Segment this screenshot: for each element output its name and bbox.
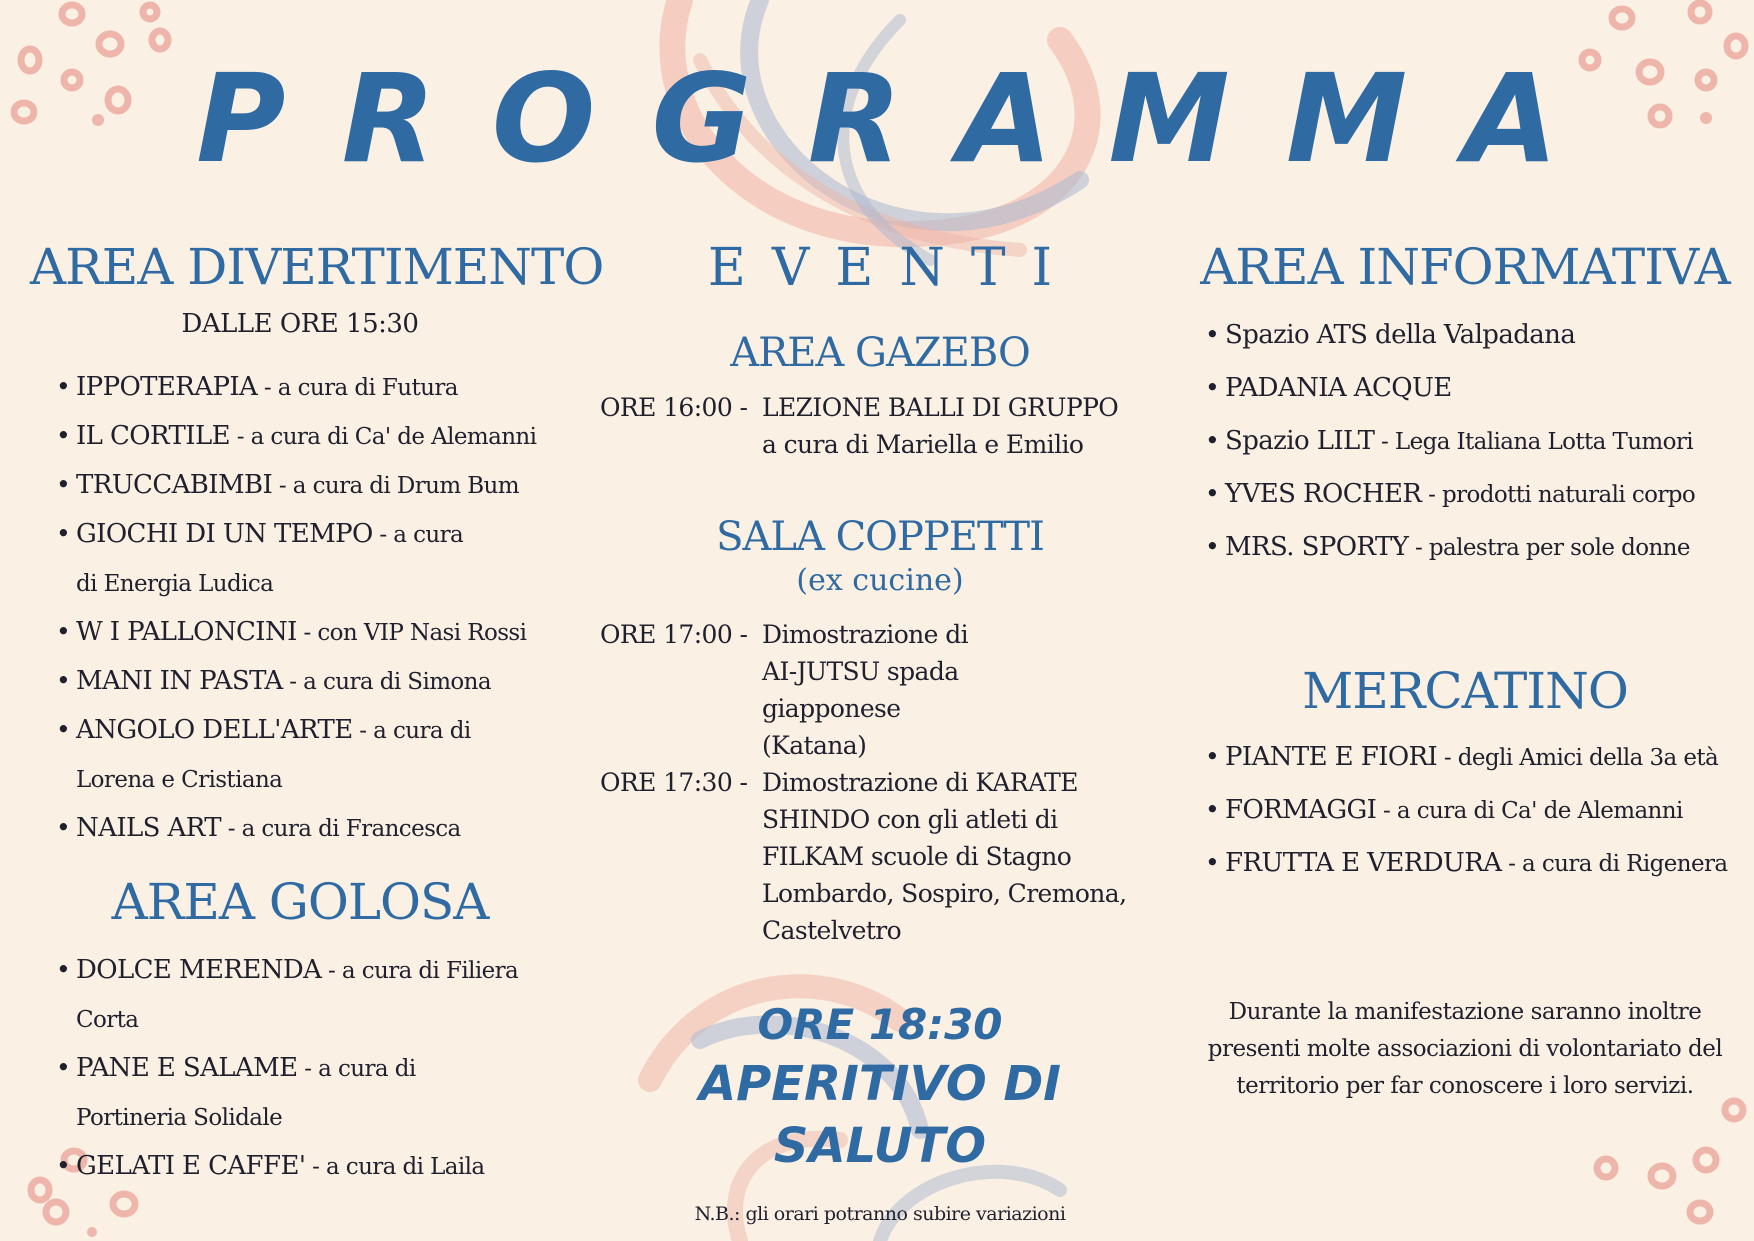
mercatino-heading: MERCATINO [1302, 662, 1628, 720]
list-item: • Spazio LILT - Lega Italiana Lotta Tumori [1179, 415, 1735, 468]
list-item: • PADANIA ACQUE [1179, 362, 1735, 415]
list-item: • GELATI E CAFFE' - a cura di Laila [30, 1142, 570, 1191]
list-item: • DOLCE MERENDA - a cura di Filiera Corta [30, 946, 570, 1044]
event-description: Dimostrazione di KARATE SHINDO con gli atleti di FILKAM scuole di Stagno Lombardo, Sospiro, Cremona, Castelvetro [762, 768, 1127, 946]
area-golosa-list [30, 946, 570, 1191]
list-item: • W I PALLONCINI - con VIP Nasi Rossi [30, 608, 570, 657]
area-gazebo-heading: AREA GAZEBO [730, 330, 1030, 377]
list-item: • IL CORTILE - a cura di Ca' de Alemanni [30, 412, 570, 461]
list-item: • FRUTTA E VERDURA - a cura di Rigenera [1179, 837, 1735, 890]
event-time: ORE 17:30 - [600, 768, 748, 798]
list-item: • TRUCCABIMBI - a cura di Drum Bum [30, 461, 570, 510]
list-item: • IPPOTERAPIA - a cura di Futura [30, 363, 570, 412]
event-row [600, 764, 1160, 949]
event-description: Dimostrazione di AI-JUTSU spada giapponese (Katana) [762, 620, 968, 761]
list-item: • PANE E SALAME - a cura di Portineria Solidale [30, 1044, 456, 1142]
list-item: • MRS. SPORTY - palestra per sole donne [1179, 521, 1735, 574]
event-description: LEZIONE BALLI DI GRUPPO a cura di Mariella e Emilio [762, 393, 1119, 460]
eventi-heading: EVENTI [707, 238, 1079, 298]
list-item: • GIOCHI DI UN TEMPO - a cura di Energia Ludica [30, 510, 476, 608]
left-column [30, 238, 604, 1191]
area-informativa-heading: AREA INFORMATIVA [1200, 238, 1730, 296]
mercatino-list [1179, 731, 1735, 890]
event-time: ORE 16:00 - [600, 393, 748, 423]
area-gazebo-events [600, 389, 1160, 463]
aperitivo-time: ORE 18:30 [757, 1000, 1003, 1050]
event-time: ORE 17:00 - [600, 620, 748, 650]
sala-coppetti-subheading: (ex cucine) [796, 563, 964, 599]
list-item: • YVES ROCHER - prodotti naturali corpo [1179, 468, 1735, 521]
closing-text: Durante la manifestazione saranno inoltre presenti molte associazioni di volontariato del territorio per far conoscere i loro servizi. [1207, 999, 1723, 1099]
area-golosa-heading: AREA GOLOSA [111, 873, 489, 931]
list-item: • MANI IN PASTA - a cura di Simona [30, 657, 570, 706]
sala-coppetti-heading: SALA COPPETTI [716, 514, 1044, 561]
list-item: • PIANTE E FIORI - degli Amici della 3a età [1179, 731, 1735, 784]
page-title: PROGRAMMA [196, 48, 1614, 190]
sala-coppetti-events [600, 616, 1160, 949]
list-item: • NAILS ART - a cura di Francesca [30, 804, 570, 853]
area-informativa-list [1179, 309, 1735, 574]
aperitivo-title: APERITIVO DI SALUTO [698, 1056, 1062, 1175]
list-item: • Spazio ATS della Valpadana [1179, 309, 1735, 362]
list-item: • ANGOLO DELL'ARTE - a cura di Lorena e Cristiana [30, 706, 476, 804]
area-divertimento-heading: AREA DIVERTIMENTO [30, 238, 604, 296]
area-divertimento-list [30, 363, 570, 853]
aperitivo-block [600, 997, 1160, 1177]
right-column [1195, 240, 1735, 1105]
area-divertimento-time: DALLE ORE 15:30 [181, 309, 419, 339]
list-item: • FORMAGGI - a cura di Ca' de Alemanni [1179, 784, 1735, 837]
event-row [600, 389, 1160, 463]
event-row [600, 616, 1160, 764]
middle-column [600, 240, 1160, 1225]
schedule-note: N.B.: gli orari potranno subire variazioni [694, 1203, 1066, 1226]
